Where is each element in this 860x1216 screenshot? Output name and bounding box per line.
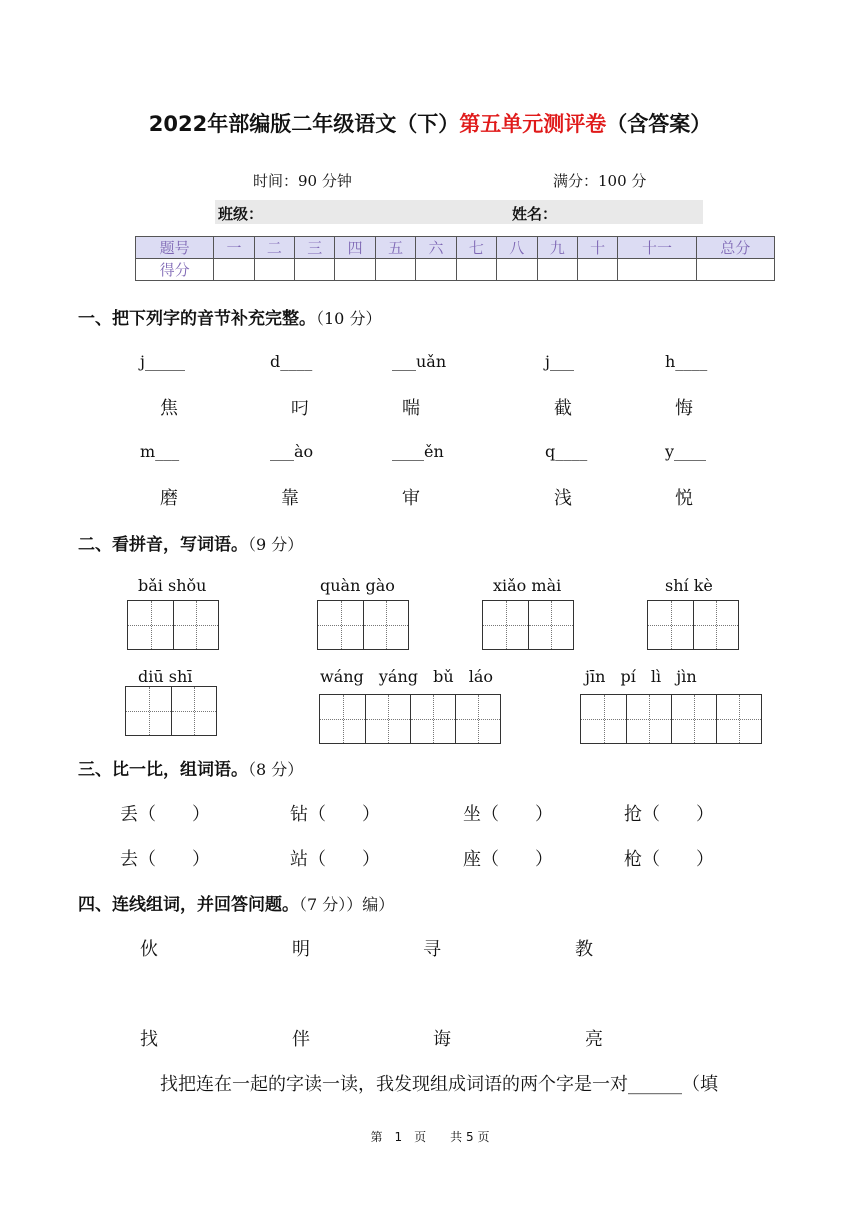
pinyin-blank[interactable]: ___ào: [270, 442, 314, 461]
header-cell: 三: [295, 237, 335, 259]
compare-item[interactable]: 抢（ ）: [624, 804, 714, 825]
pinyin-word: xiǎo mài: [493, 576, 562, 595]
character: 磨: [160, 488, 178, 509]
match-character[interactable]: 亮: [585, 1029, 603, 1050]
compare-item[interactable]: 座（ ）: [463, 849, 553, 870]
compare-item[interactable]: 钻（ ）: [290, 804, 380, 825]
question-text: 找把连在一起的字读一读，我发现组成词语的两个字是一对______（填: [160, 1074, 718, 1095]
score-cell[interactable]: [497, 259, 537, 281]
header-cell: 十一: [618, 237, 696, 259]
compare-item[interactable]: 坐（ ）: [463, 804, 553, 825]
score-cell[interactable]: [335, 259, 375, 281]
header-cell: 总分: [696, 237, 774, 259]
pinyin-blank[interactable]: m___: [140, 442, 180, 461]
writing-grid[interactable]: [319, 694, 501, 744]
full-score-info: 满分：100 分: [553, 172, 647, 190]
writing-grid[interactable]: [647, 600, 739, 650]
header-cell: 题号: [136, 237, 214, 259]
header-cell: 八: [497, 237, 537, 259]
score-cell[interactable]: [416, 259, 456, 281]
score-table-row: [136, 259, 775, 281]
character: 靠: [281, 488, 299, 509]
writing-grid[interactable]: [125, 686, 217, 736]
score-cell[interactable]: [456, 259, 496, 281]
writing-grid[interactable]: [580, 694, 762, 744]
pinyin-word: shí kè: [665, 576, 713, 595]
section-1-heading: [78, 304, 381, 329]
header-cell: 四: [335, 237, 375, 259]
pinyin-blank[interactable]: j_____: [140, 352, 185, 371]
pinyin-blank[interactable]: ____ěn: [392, 442, 444, 461]
character: 焦: [160, 398, 178, 419]
name-label: 姓名：: [512, 205, 558, 223]
section-3-heading: [78, 755, 303, 780]
section-2-heading: [78, 530, 303, 555]
character: 浅: [554, 488, 572, 509]
character: 悔: [675, 398, 693, 419]
page-title: [0, 108, 860, 138]
pinyin-blank[interactable]: h____: [665, 352, 708, 371]
section-3-points: （8 分）: [248, 760, 304, 779]
writing-grid[interactable]: [127, 600, 219, 650]
score-cell[interactable]: [696, 259, 774, 281]
header-cell: 一: [214, 237, 254, 259]
header-cell: 十: [577, 237, 617, 259]
compare-item[interactable]: 枪（ ）: [624, 849, 714, 870]
match-character[interactable]: 教: [575, 939, 593, 960]
match-character[interactable]: 诲: [433, 1029, 451, 1050]
writing-grid[interactable]: [482, 600, 574, 650]
pinyin-blank[interactable]: ___uǎn: [392, 352, 447, 371]
section-4-points: （7 分））编）: [299, 895, 395, 914]
section-2-title: 二、看拼音，写词语。: [78, 535, 248, 555]
pinyin-word: jīn pí lì jìn: [585, 667, 697, 686]
match-character[interactable]: 找: [140, 1029, 158, 1050]
header-cell: 九: [537, 237, 577, 259]
score-cell[interactable]: [254, 259, 294, 281]
pinyin-word: bǎi shǒu: [138, 576, 207, 595]
pinyin-blank[interactable]: q____: [545, 442, 588, 461]
match-character[interactable]: 寻: [423, 939, 441, 960]
compare-item[interactable]: 去（ ）: [120, 849, 210, 870]
character: 悦: [675, 488, 693, 509]
score-cell[interactable]: [577, 259, 617, 281]
section-4-title: 四、连线组词，并回答问题。: [78, 895, 299, 915]
row-label-cell: 得分: [136, 259, 214, 281]
score-cell[interactable]: [537, 259, 577, 281]
score-cell[interactable]: [618, 259, 696, 281]
header-cell: 五: [375, 237, 415, 259]
character: 审: [402, 488, 420, 509]
score-cell[interactable]: [214, 259, 254, 281]
header-cell: 六: [416, 237, 456, 259]
pinyin-blank[interactable]: y____: [665, 442, 707, 461]
match-character[interactable]: 明: [292, 939, 310, 960]
pinyin-word: quàn gào: [320, 576, 395, 595]
section-1-points: （10 分）: [316, 309, 382, 328]
time-info: 时间：90 分钟: [253, 172, 352, 190]
pinyin-blank[interactable]: j___: [545, 352, 574, 371]
compare-item[interactable]: 站（ ）: [290, 849, 380, 870]
class-label: 班级：: [218, 205, 264, 223]
pinyin-word: diū shī: [138, 667, 193, 686]
section-1-title: 一、把下列字的音节补充完整。: [78, 309, 316, 329]
score-cell[interactable]: [375, 259, 415, 281]
header-cell: 七: [456, 237, 496, 259]
score-table: [135, 236, 775, 281]
pinyin-blank[interactable]: d____: [270, 352, 313, 371]
score-cell[interactable]: [295, 259, 335, 281]
title-part1: 2022年部编版二年级语文（下）: [148, 112, 460, 136]
section-3-title: 三、比一比，组词语。: [78, 760, 248, 780]
title-part2: 第五单元测评卷: [459, 112, 607, 136]
pinyin-word: wáng yáng bǔ láo: [320, 667, 493, 686]
section-2-points: （9 分）: [248, 535, 304, 554]
match-character[interactable]: 伴: [292, 1029, 310, 1050]
compare-item[interactable]: 丢（ ）: [120, 804, 210, 825]
section-4-heading: [78, 890, 394, 915]
character: 喘: [402, 398, 420, 419]
class-name-row: [215, 200, 703, 224]
character: 截: [554, 398, 572, 419]
title-part3: （含答案）: [606, 112, 712, 136]
character: 叼: [291, 398, 309, 419]
page-footer: 第 1 页 共 5 页: [370, 1130, 490, 1144]
writing-grid[interactable]: [317, 600, 409, 650]
match-character[interactable]: 伙: [140, 939, 158, 960]
score-table-header: [136, 237, 775, 259]
header-cell: 二: [254, 237, 294, 259]
